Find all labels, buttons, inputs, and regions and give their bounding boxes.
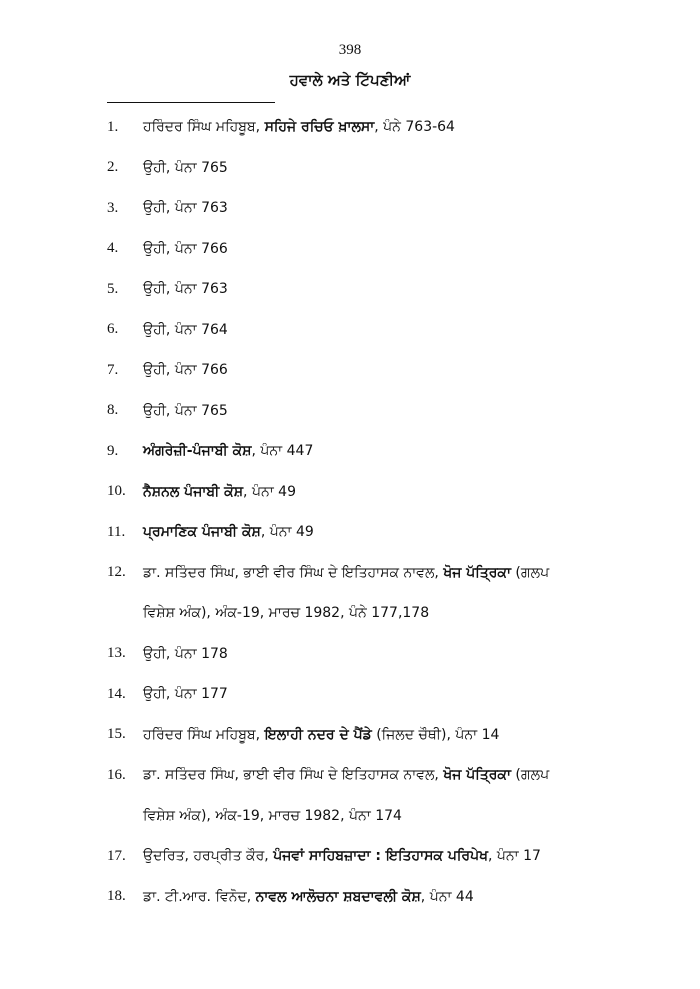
note-line (0, 310, 700, 351)
note-text (143, 200, 228, 216)
note-title: ਖੋਜ ਪੱਤ੍ਰਿਕਾ (443, 767, 511, 784)
note-text-plain: ਵਿਸ਼ੇਸ਼ ਅੰਕ), ਅੰਕ-19, ਮਾਰਚ 1982, ਪੰਨੇ 177,178 (143, 605, 430, 622)
note-text-tail: , ਪੰਨੇ 763-64 (374, 119, 455, 136)
note-line (0, 553, 700, 594)
note-number: 8. (107, 402, 119, 419)
note-text (143, 727, 499, 743)
note-number: 15. (107, 726, 126, 743)
note-text-tail: (ਗਲਪ (510, 564, 550, 581)
note-line (0, 431, 700, 472)
note-line (0, 512, 700, 553)
note-line (0, 634, 700, 675)
note-title: ਇਲਾਹੀ ਨਦਰ ਦੇ ਪੈਂਡੇ (264, 726, 372, 743)
note-text-plain: ਡਾ. ਟੀ.ਆਰ. ਵਿਨੋਦ, (143, 888, 256, 905)
note-title: ਸਹਿਜੇ ਰਚਿਓ ਖ਼ਾਲਸਾ (264, 119, 375, 136)
note-line (0, 836, 700, 877)
note-line (0, 350, 700, 391)
note-number: 1. (107, 118, 119, 135)
note-number: 13. (107, 645, 126, 662)
note-line (0, 472, 700, 513)
note-line (0, 877, 700, 918)
note-line (0, 188, 700, 229)
note-text-plain: ਉਹੀ, ਪੰਨਾ 766 (143, 240, 228, 257)
note-text-plain: ਉਹੀ, ਪੰਨਾ 765 (143, 402, 228, 419)
note-text-plain: ਉਹੀ, ਪੰਨਾ 177 (143, 686, 228, 703)
note-text-tail: , ਪੰਨਾ 49 (260, 524, 314, 541)
note-number: 16. (107, 766, 126, 783)
note-text (143, 646, 228, 662)
note-text (143, 484, 296, 500)
note-text-plain: ਉਹੀ, ਪੰਨਾ 765 (143, 159, 228, 176)
note-text-plain: ਵਿਸ਼ੇਸ਼ ਅੰਕ), ਅੰਕ-19, ਮਾਰਚ 1982, ਪੰਨਾ 174 (143, 807, 402, 824)
note-number: 9. (107, 442, 119, 459)
note-number: 2. (107, 159, 119, 176)
note-number: 14. (107, 685, 126, 702)
note-text (143, 281, 228, 297)
note-text-plain: ਉਹੀ, ਪੰਨਾ 178 (143, 645, 228, 662)
note-line (0, 593, 700, 634)
note-text (143, 605, 429, 621)
note-text-plain: ਉਹੀ, ਪੰਨਾ 766 (143, 362, 228, 379)
note-line (0, 715, 700, 756)
note-number: 6. (107, 321, 119, 338)
note-text (143, 767, 549, 783)
note-number: 17. (107, 847, 126, 864)
note-text (143, 686, 228, 702)
note-text-plain: ਡਾ. ਸਤਿੰਦਰ ਸਿੰਘ, ਭਾਈ ਵੀਰ ਸਿੰਘ ਦੇ ਇਤਿਹਾਸਕ ਨਾਵਲ, (143, 564, 444, 581)
note-number: 3. (107, 199, 119, 216)
notes-list (0, 107, 700, 917)
note-text-plain: ਉਹੀ, ਪੰਨਾ 764 (143, 321, 228, 338)
note-text-tail: , ਪੰਨਾ 44 (420, 888, 474, 905)
note-line (0, 229, 700, 270)
note-number: 11. (107, 523, 126, 540)
note-number: 5. (107, 280, 119, 297)
note-line (0, 796, 700, 837)
note-line (0, 148, 700, 189)
note-text (143, 160, 228, 176)
note-number: 4. (107, 240, 119, 257)
note-text-tail: (ਗਲਪ (510, 767, 550, 784)
note-text-plain: ਉਹੀ, ਪੰਨਾ 763 (143, 281, 228, 298)
note-number: 18. (107, 888, 126, 905)
note-text (143, 119, 455, 135)
note-text-plain: ਉਦਰਿਤ, ਹਰਪ੍ਰੀਤ ਕੌਰ, (143, 848, 274, 865)
note-title: ਪੰਜਵਾਂ ਸਾਹਿਬਜ਼ਾਦਾ : ਇਤਿਹਾਸਕ ਪਰਿਪੇਖ (273, 848, 488, 865)
note-title: ਨੈਸ਼ਨਲ ਪੰਜਾਬੀ ਕੋਸ਼ (143, 483, 244, 500)
note-title: ਅੰਗਰੇਜ਼ੀ-ਪੰਜਾਬੀ ਕੋਸ਼ (143, 443, 252, 460)
note-text (143, 362, 228, 378)
note-text (143, 524, 314, 540)
note-text (143, 241, 228, 257)
note-text-plain: ਉਹੀ, ਪੰਨਾ 763 (143, 200, 228, 217)
note-title: ਨਾਵਲ ਆਲੋਚਨਾ ਸ਼ਬਦਾਵਲੀ ਕੋਸ਼ (255, 888, 421, 905)
note-text (143, 848, 541, 864)
footnote-rule (107, 102, 275, 103)
note-text (143, 403, 228, 419)
note-text (143, 808, 402, 824)
note-line (0, 755, 700, 796)
note-text (143, 889, 474, 905)
note-number: 7. (107, 361, 119, 378)
page-number: 398 (338, 42, 362, 58)
note-line (0, 269, 700, 310)
note-title: ਪ੍ਰਮਾਣਿਕ ਪੰਜਾਬੀ ਕੋਸ਼ (143, 524, 261, 541)
note-text-plain: ਡਾ. ਸਤਿੰਦਰ ਸਿੰਘ, ਭਾਈ ਵੀਰ ਸਿੰਘ ਦੇ ਇਤਿਹਾਸਕ ਨਾਵਲ, (143, 767, 444, 784)
note-number: 12. (107, 564, 126, 581)
note-number: 10. (107, 483, 126, 500)
note-text-tail: , ਪੰਨਾ 447 (251, 443, 314, 460)
note-text-tail: , ਪੰਨਾ 49 (243, 483, 296, 500)
note-text (143, 322, 228, 338)
note-text-tail: (ਜਿਲਦ ਚੌਥੀ), ਪੰਨਾ 14 (371, 726, 500, 743)
note-text (143, 565, 549, 581)
note-text-plain: ਹਰਿੰਦਰ ਸਿੰਘ ਮਹਿਬੂਬ, (143, 726, 265, 743)
note-text-plain: ਹਰਿੰਦਰ ਸਿੰਘ ਮਹਿਬੂਬ, (143, 119, 265, 136)
note-title: ਖੋਜ ਪੱਤ੍ਰਿਕਾ (443, 564, 511, 581)
section-heading: ਹਵਾਲੇ ਅਤੇ ਟਿੱਪਣੀਆਂ (289, 71, 411, 89)
note-line (0, 674, 700, 715)
note-line (0, 107, 700, 148)
note-text (143, 443, 313, 459)
note-line (0, 391, 700, 432)
note-text-tail: , ਪੰਨਾ 17 (487, 848, 541, 865)
